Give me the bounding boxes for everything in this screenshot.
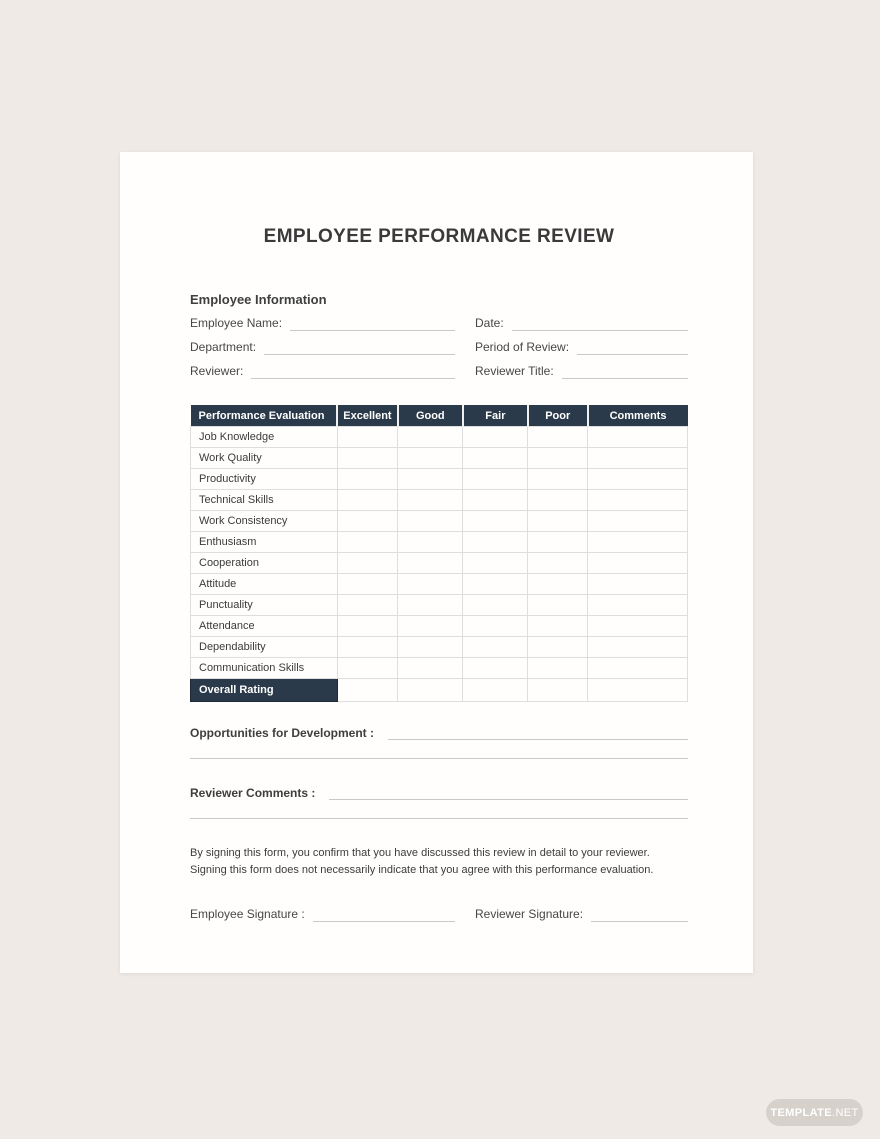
criterion-label: Work Quality <box>191 448 338 469</box>
template-net-badge[interactable] <box>766 1099 863 1126</box>
period-of-review-label: Period of Review: <box>475 340 570 354</box>
employee-name-input-line[interactable] <box>290 317 455 331</box>
opportunities-for-development-field <box>190 726 688 740</box>
date-input-line[interactable] <box>512 317 688 331</box>
period-of-review-input-line[interactable] <box>577 341 688 355</box>
rating-cell[interactable] <box>337 574 398 595</box>
criterion-label: Job Knowledge <box>191 427 338 448</box>
rating-cell[interactable] <box>398 574 463 595</box>
rating-cell[interactable] <box>528 658 588 679</box>
table-row <box>191 553 688 574</box>
criterion-label: Productivity <box>191 469 338 490</box>
rating-cell[interactable] <box>337 469 398 490</box>
criterion-label: Dependability <box>191 637 338 658</box>
table-row <box>191 595 688 616</box>
department-label: Department: <box>190 340 257 354</box>
rating-cell[interactable] <box>398 427 463 448</box>
rating-cell[interactable] <box>528 553 588 574</box>
opportunities-input-line[interactable] <box>388 727 688 740</box>
criterion-label: Work Consistency <box>191 511 338 532</box>
rating-cell[interactable] <box>337 532 398 553</box>
rating-cell[interactable] <box>398 595 463 616</box>
rating-cell[interactable] <box>528 532 588 553</box>
rating-cell[interactable] <box>398 616 463 637</box>
rating-cell[interactable] <box>398 679 463 702</box>
rating-cell[interactable] <box>463 616 528 637</box>
rating-cell[interactable] <box>463 469 528 490</box>
reviewer-title-label: Reviewer Title: <box>475 364 554 378</box>
rating-cell[interactable] <box>398 658 463 679</box>
reviewer-signature-line[interactable] <box>591 908 688 922</box>
reviewer-comments-field <box>190 786 688 800</box>
rating-cell[interactable] <box>398 637 463 658</box>
table-header-cell: Comments <box>588 405 688 427</box>
rating-cell[interactable] <box>463 658 528 679</box>
rating-cell[interactable] <box>528 616 588 637</box>
rating-cell[interactable] <box>528 469 588 490</box>
table-row <box>191 658 688 679</box>
opportunities-input-line-2[interactable] <box>190 757 688 759</box>
rating-cell[interactable] <box>337 637 398 658</box>
rating-cell[interactable] <box>588 637 688 658</box>
rating-cell[interactable] <box>528 679 588 702</box>
rating-cell[interactable] <box>337 427 398 448</box>
department-input-line[interactable] <box>264 341 455 355</box>
table-header-cell: Poor <box>528 405 588 427</box>
signature-disclaimer-text: By signing this form, you confirm that you have discussed this review in detail to your reviewer. Signing this form does not necessarily indicate that you agree with this performance evaluation. <box>190 847 654 877</box>
reviewer-comments-input-line-2[interactable] <box>190 817 688 819</box>
rating-cell[interactable] <box>337 490 398 511</box>
employee-name-field <box>190 316 455 331</box>
rating-cell[interactable] <box>398 490 463 511</box>
rating-cell[interactable] <box>398 448 463 469</box>
brand-name-bold: TEMPLATE <box>770 1106 832 1119</box>
performance-evaluation-table <box>190 405 688 702</box>
rating-cell[interactable] <box>463 511 528 532</box>
reviewer-comments-input-line[interactable] <box>329 787 688 800</box>
field-row <box>190 316 688 331</box>
table-row <box>191 616 688 637</box>
rating-cell[interactable] <box>588 574 688 595</box>
rating-cell[interactable] <box>588 511 688 532</box>
reviewer-input-line[interactable] <box>251 365 455 379</box>
criterion-label: Enthusiasm <box>191 532 338 553</box>
table-header-cell: Performance Evaluation <box>191 405 338 427</box>
field-row <box>190 340 688 355</box>
evaluation-table-body <box>191 427 688 702</box>
opportunities-for-development-label: Opportunities for Development : <box>190 726 375 740</box>
date-field <box>475 316 688 331</box>
reviewer-signature-label: Reviewer Signature: <box>475 907 584 922</box>
rating-cell[interactable] <box>337 511 398 532</box>
reviewer-title-field <box>475 364 688 379</box>
reviewer-signature-field <box>475 907 688 922</box>
table-header-cell: Fair <box>463 405 528 427</box>
overall-rating-row <box>191 679 688 702</box>
criterion-label: Communication Skills <box>191 658 338 679</box>
rating-cell[interactable] <box>588 658 688 679</box>
criterion-label: Attitude <box>191 574 338 595</box>
rating-cell[interactable] <box>463 637 528 658</box>
criterion-label: Cooperation <box>191 553 338 574</box>
employee-name-label: Employee Name: <box>190 316 283 330</box>
rating-cell[interactable] <box>398 532 463 553</box>
employee-signature-label: Employee Signature : <box>190 907 305 922</box>
table-row <box>191 574 688 595</box>
criterion-label: Technical Skills <box>191 490 338 511</box>
rating-cell[interactable] <box>588 616 688 637</box>
rating-cell[interactable] <box>528 511 588 532</box>
page-title: EMPLOYEE PERFORMANCE REVIEW <box>263 226 615 247</box>
criterion-label: Punctuality <box>191 595 338 616</box>
employee-information-heading: Employee Information <box>190 292 327 307</box>
rating-cell[interactable] <box>337 448 398 469</box>
rating-cell[interactable] <box>337 616 398 637</box>
overall-rating-label: Overall Rating <box>191 679 338 702</box>
employee-signature-field <box>190 907 455 922</box>
rating-cell[interactable] <box>398 553 463 574</box>
rating-cell[interactable] <box>588 427 688 448</box>
rating-cell[interactable] <box>463 532 528 553</box>
rating-cell[interactable] <box>398 469 463 490</box>
rating-cell[interactable] <box>588 532 688 553</box>
department-field <box>190 340 455 355</box>
field-row <box>190 364 688 379</box>
rating-cell[interactable] <box>588 448 688 469</box>
rating-cell[interactable] <box>398 511 463 532</box>
table-header-row <box>191 405 688 427</box>
rating-cell[interactable] <box>463 679 528 702</box>
rating-cell[interactable] <box>588 679 688 702</box>
rating-cell[interactable] <box>463 553 528 574</box>
rating-cell[interactable] <box>463 595 528 616</box>
reviewer-title-input-line[interactable] <box>562 365 688 379</box>
rating-cell[interactable] <box>463 490 528 511</box>
table-row <box>191 511 688 532</box>
document-page <box>120 152 753 973</box>
rating-cell[interactable] <box>337 595 398 616</box>
rating-cell[interactable] <box>528 448 588 469</box>
table-row <box>191 427 688 448</box>
rating-cell[interactable] <box>337 658 398 679</box>
rating-cell[interactable] <box>337 553 398 574</box>
signature-row <box>190 907 688 922</box>
rating-cell[interactable] <box>528 637 588 658</box>
rating-cell[interactable] <box>528 427 588 448</box>
table-row <box>191 637 688 658</box>
rating-cell[interactable] <box>463 574 528 595</box>
rating-cell[interactable] <box>588 595 688 616</box>
reviewer-label: Reviewer: <box>190 364 244 378</box>
period-of-review-field <box>475 340 688 355</box>
employee-signature-line[interactable] <box>313 908 455 922</box>
reviewer-field <box>190 364 455 379</box>
table-header-cell: Excellent <box>337 405 398 427</box>
table-row <box>191 490 688 511</box>
rating-cell[interactable] <box>528 574 588 595</box>
table-row <box>191 532 688 553</box>
table-header-cell: Good <box>398 405 463 427</box>
reviewer-comments-label: Reviewer Comments : <box>190 786 316 800</box>
rating-cell[interactable] <box>463 427 528 448</box>
rating-cell[interactable] <box>528 490 588 511</box>
rating-cell[interactable] <box>463 448 528 469</box>
rating-cell[interactable] <box>528 595 588 616</box>
table-row <box>191 469 688 490</box>
date-label: Date: <box>475 316 504 330</box>
rating-cell[interactable] <box>588 490 688 511</box>
rating-cell[interactable] <box>588 469 688 490</box>
rating-cell[interactable] <box>337 679 398 702</box>
rating-cell[interactable] <box>588 553 688 574</box>
table-row <box>191 448 688 469</box>
criterion-label: Attendance <box>191 616 338 637</box>
brand-name-suffix: .NET <box>832 1106 859 1119</box>
